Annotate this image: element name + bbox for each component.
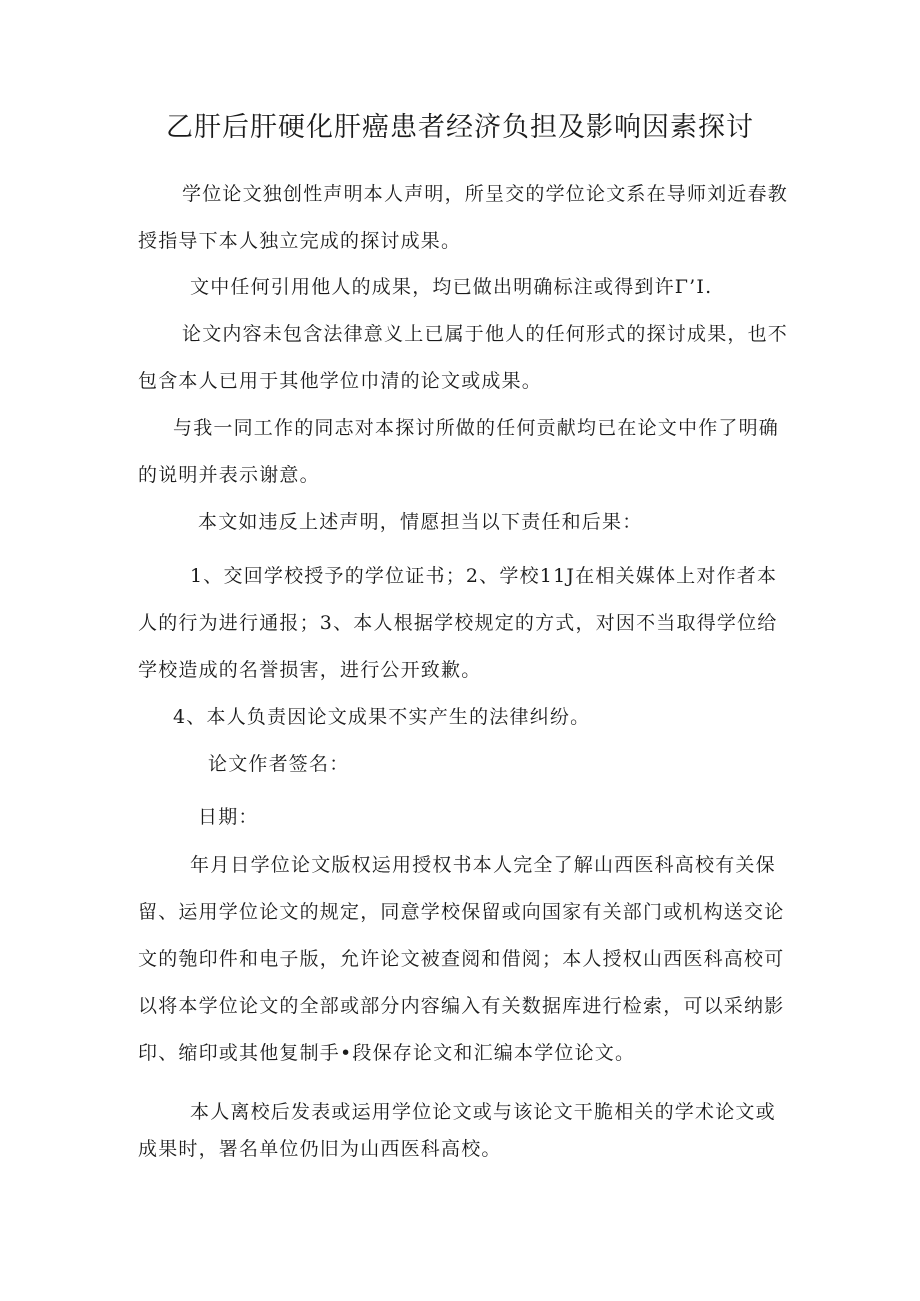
paragraph-publication-affiliation: 本人离校后发表或运用学位论文或与该论文干脆相关的学术论文或成果时，署名单位仍旧为山西医科高校。 (138, 1101, 776, 1160)
paragraph-violation-statement: 本文如违反上述声明，情愿担当以下责任和后果： (198, 511, 643, 533)
paragraph-consequences: 1、交回学校授予的学位证书；2、学校11J在相关媒体上对作者本人的行为进行通报；3、本人根据学校规定的方式，对因不当取得学位给学校造成的名誉损害，进行公开致歉。 (138, 565, 778, 681)
paragraph-legal-disputes: 4、本人负责因论文成果不实产生的法律纠纷。 (173, 706, 591, 728)
author-signature-label: 论文作者签名： (208, 753, 350, 775)
document-title: 乙肝后肝硬化肝癌患者经济负担及影响因素探讨 (166, 112, 754, 143)
paragraph-content-statement: 论文内容未包含法律意义上已属于他人的任何形式的探讨成果，也不包含本人已用于其他学位巾清的论文或成果。 (138, 323, 789, 392)
date-label: 日期： (198, 806, 259, 828)
paragraph-citation: 文中任何引用他人的成果，均已做出明确标注或得到许Γ’I. (190, 276, 713, 298)
paragraph-copyright-authorization: 年月日学位论文版权运用授权书本人完全了解山西医科高校有关保留、运用学位论文的规定，同意学校保留或向国家有关部门或机构送交论文的匏印件和电子版，允许论文被查阅和借阅；本人授权山西医科高校可以将本学位论文的全部或部分内容编入有关数据库进行检索，可以采纳影印、缩印或其他复制手•段保存论文和汇编本学位论文。 (138, 854, 785, 1064)
paragraph-originality-declaration: 学位论文独创性声明本人声明，所呈交的学位论文系在导师刘近春教授指导下本人独立完成的探讨成果。 (138, 183, 789, 252)
paragraph-acknowledgement: 与我一同工作的同志对本探讨所做的任何贡献均已在论文中作了明确的说明并表示谢意。 (138, 417, 780, 486)
